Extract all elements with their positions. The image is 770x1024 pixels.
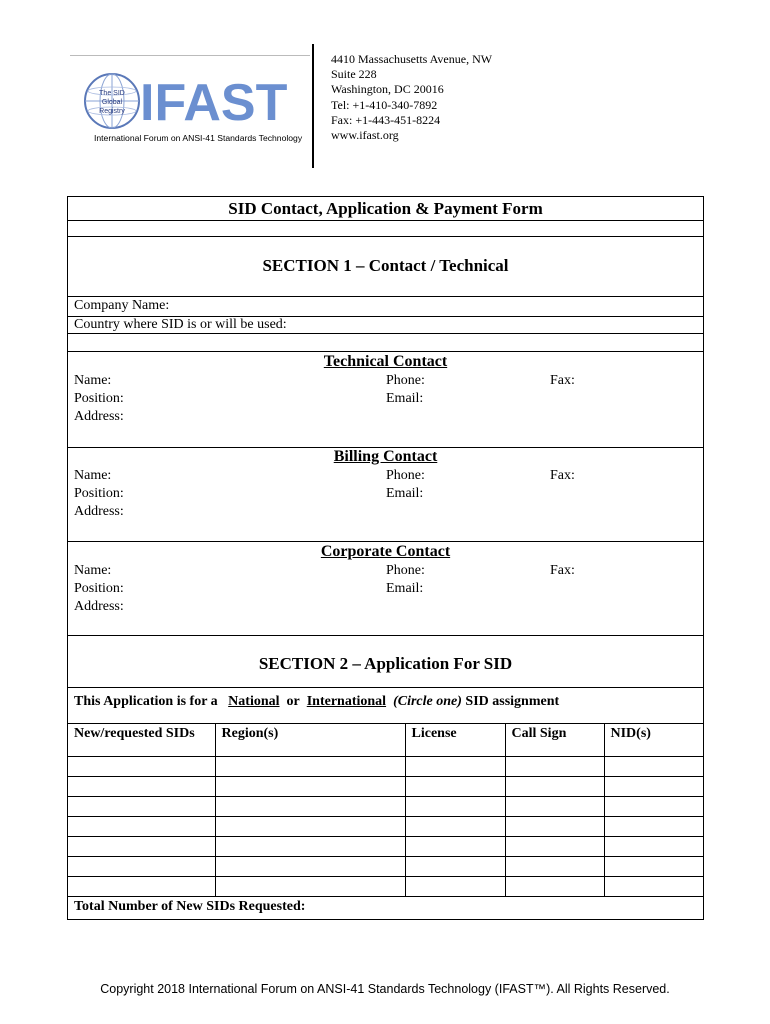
- technical-contact-heading: Technical Contact: [323, 353, 448, 370]
- billing-position-label: Position:: [74, 486, 124, 501]
- technical-fax-label: Fax:: [550, 373, 575, 388]
- table-cell[interactable]: [68, 757, 215, 777]
- table-cell[interactable]: [604, 817, 703, 837]
- application-prefix: This Application is for a: [74, 694, 218, 709]
- technical-name-label: Name:: [74, 373, 112, 388]
- table-cell[interactable]: [405, 877, 505, 897]
- letterhead-divider: [312, 44, 314, 168]
- table-cell[interactable]: [505, 857, 604, 877]
- ifast-logo: [70, 55, 310, 155]
- table-cell[interactable]: [604, 837, 703, 857]
- international-option[interactable]: International: [306, 694, 387, 709]
- billing-address-label: Address:: [74, 504, 124, 519]
- corporate-address-label: Address:: [74, 599, 124, 614]
- table-cell[interactable]: [215, 777, 405, 797]
- form-title: SID Contact, Application & Payment Form: [228, 199, 543, 218]
- application-type-line: [74, 694, 559, 710]
- svg-text:The SID: The SID: [99, 90, 125, 97]
- spacer-row: [68, 334, 703, 352]
- table-cell[interactable]: [68, 797, 215, 817]
- table-cell[interactable]: [505, 837, 604, 857]
- col-header-call-sign: Call Sign: [505, 724, 604, 757]
- col-header-nids: NID(s): [604, 724, 703, 757]
- company-name-label: Company Name:: [74, 298, 170, 313]
- table-cell[interactable]: [68, 817, 215, 837]
- application-form: [67, 196, 704, 920]
- billing-name-label: Name:: [74, 468, 112, 483]
- spacer-row: [68, 221, 703, 237]
- table-cell[interactable]: [604, 777, 703, 797]
- svg-text:Global: Global: [101, 99, 123, 106]
- table-row: [68, 797, 703, 817]
- table-row: [68, 777, 703, 797]
- col-header-license: License: [405, 724, 505, 757]
- table-cell[interactable]: [215, 797, 405, 817]
- billing-phone-label: Phone:: [386, 468, 425, 483]
- or-text: or: [286, 694, 300, 709]
- logo-wordmark: IFAST: [140, 74, 288, 132]
- address-block: [331, 52, 492, 143]
- billing-email-label: Email:: [386, 486, 424, 501]
- table-row: [68, 757, 703, 777]
- table-row: [68, 817, 703, 837]
- table-cell[interactable]: [505, 877, 604, 897]
- copyright-footer: Copyright 2018 International Forum on ANSI-41 Standards Technology (IFAST™). All Rights Reserved.: [100, 982, 670, 996]
- form-title-row: [68, 197, 703, 221]
- total-sids-label: Total Number of New SIDs Requested:: [74, 899, 306, 914]
- table-row: [68, 837, 703, 857]
- technical-position-label: Position:: [74, 391, 124, 406]
- table-cell[interactable]: [405, 857, 505, 877]
- table-cell[interactable]: [604, 757, 703, 777]
- table-cell[interactable]: [505, 817, 604, 837]
- section1-title-row: [68, 237, 703, 297]
- corporate-contact-heading: Corporate Contact: [320, 543, 451, 560]
- table-cell[interactable]: [505, 757, 604, 777]
- table-cell[interactable]: [505, 777, 604, 797]
- table-cell[interactable]: [604, 797, 703, 817]
- table-header-row: [68, 724, 703, 757]
- sid-request-table: [68, 724, 703, 897]
- application-type-row: [68, 688, 703, 724]
- section2-title: SECTION 2 – Application For SID: [258, 654, 513, 673]
- total-row[interactable]: [68, 897, 703, 919]
- ifast-logo-graphic: [70, 55, 310, 155]
- fax-line: Fax: +1-443-451-8224: [331, 112, 441, 127]
- table-cell[interactable]: [604, 857, 703, 877]
- corporate-phone-label: Phone:: [386, 563, 425, 578]
- country-row[interactable]: [68, 316, 703, 334]
- table-cell[interactable]: [405, 797, 505, 817]
- address-line: 4410 Massachusetts Avenue, NW: [331, 52, 493, 66]
- table-cell[interactable]: [68, 857, 215, 877]
- table-cell[interactable]: [215, 817, 405, 837]
- table-cell[interactable]: [405, 757, 505, 777]
- section2-title-row: [68, 636, 703, 688]
- address-line: Suite 228: [331, 67, 377, 82]
- corporate-name-label: Name:: [74, 563, 112, 578]
- company-name-row[interactable]: [68, 297, 703, 316]
- circle-one-note: (Circle one): [393, 694, 462, 709]
- table-cell[interactable]: [405, 777, 505, 797]
- application-suffix: SID assignment: [465, 694, 560, 709]
- corporate-position-label: Position:: [74, 581, 124, 596]
- table-cell[interactable]: [215, 877, 405, 897]
- technical-contact-block: [68, 352, 703, 447]
- globe-icon: [85, 74, 139, 128]
- logo-tagline: International Forum on ANSI-41 Standards Technology: [94, 133, 303, 143]
- table-cell[interactable]: [68, 837, 215, 857]
- country-label: Country where SID is or will be used:: [74, 317, 287, 332]
- svg-text:Registry: Registry: [99, 108, 125, 115]
- table-cell[interactable]: [215, 857, 405, 877]
- table-cell[interactable]: [215, 837, 405, 857]
- table-cell[interactable]: [68, 777, 215, 797]
- corporate-fax-label: Fax:: [550, 563, 575, 578]
- website-link[interactable]: www.ifast.org: [331, 128, 399, 143]
- billing-fax-label: Fax:: [550, 468, 575, 483]
- phone-line: Tel: +1-410-340-7892: [331, 97, 438, 112]
- table-cell[interactable]: [604, 877, 703, 897]
- table-row: [68, 877, 703, 897]
- table-cell[interactable]: [215, 757, 405, 777]
- technical-address-label: Address:: [74, 409, 124, 424]
- section1-title: SECTION 1 – Contact / Technical: [262, 256, 509, 275]
- table-row: [68, 857, 703, 877]
- col-header-regions: Region(s): [215, 724, 405, 757]
- technical-phone-label: Phone:: [386, 373, 425, 388]
- technical-email-label: Email:: [386, 391, 424, 406]
- table-cell[interactable]: [505, 797, 604, 817]
- table-cell[interactable]: [405, 817, 505, 837]
- col-header-sids: New/requested SIDs: [68, 724, 215, 757]
- corporate-email-label: Email:: [386, 581, 424, 596]
- corporate-contact-block: [68, 541, 703, 636]
- billing-contact-heading: Billing Contact: [333, 448, 438, 465]
- table-cell[interactable]: [405, 837, 505, 857]
- national-option[interactable]: National: [228, 694, 280, 709]
- address-line: Washington, DC 20016: [331, 82, 444, 97]
- billing-contact-block: [68, 447, 703, 541]
- table-cell[interactable]: [68, 877, 215, 897]
- logo-rule: [70, 55, 310, 56]
